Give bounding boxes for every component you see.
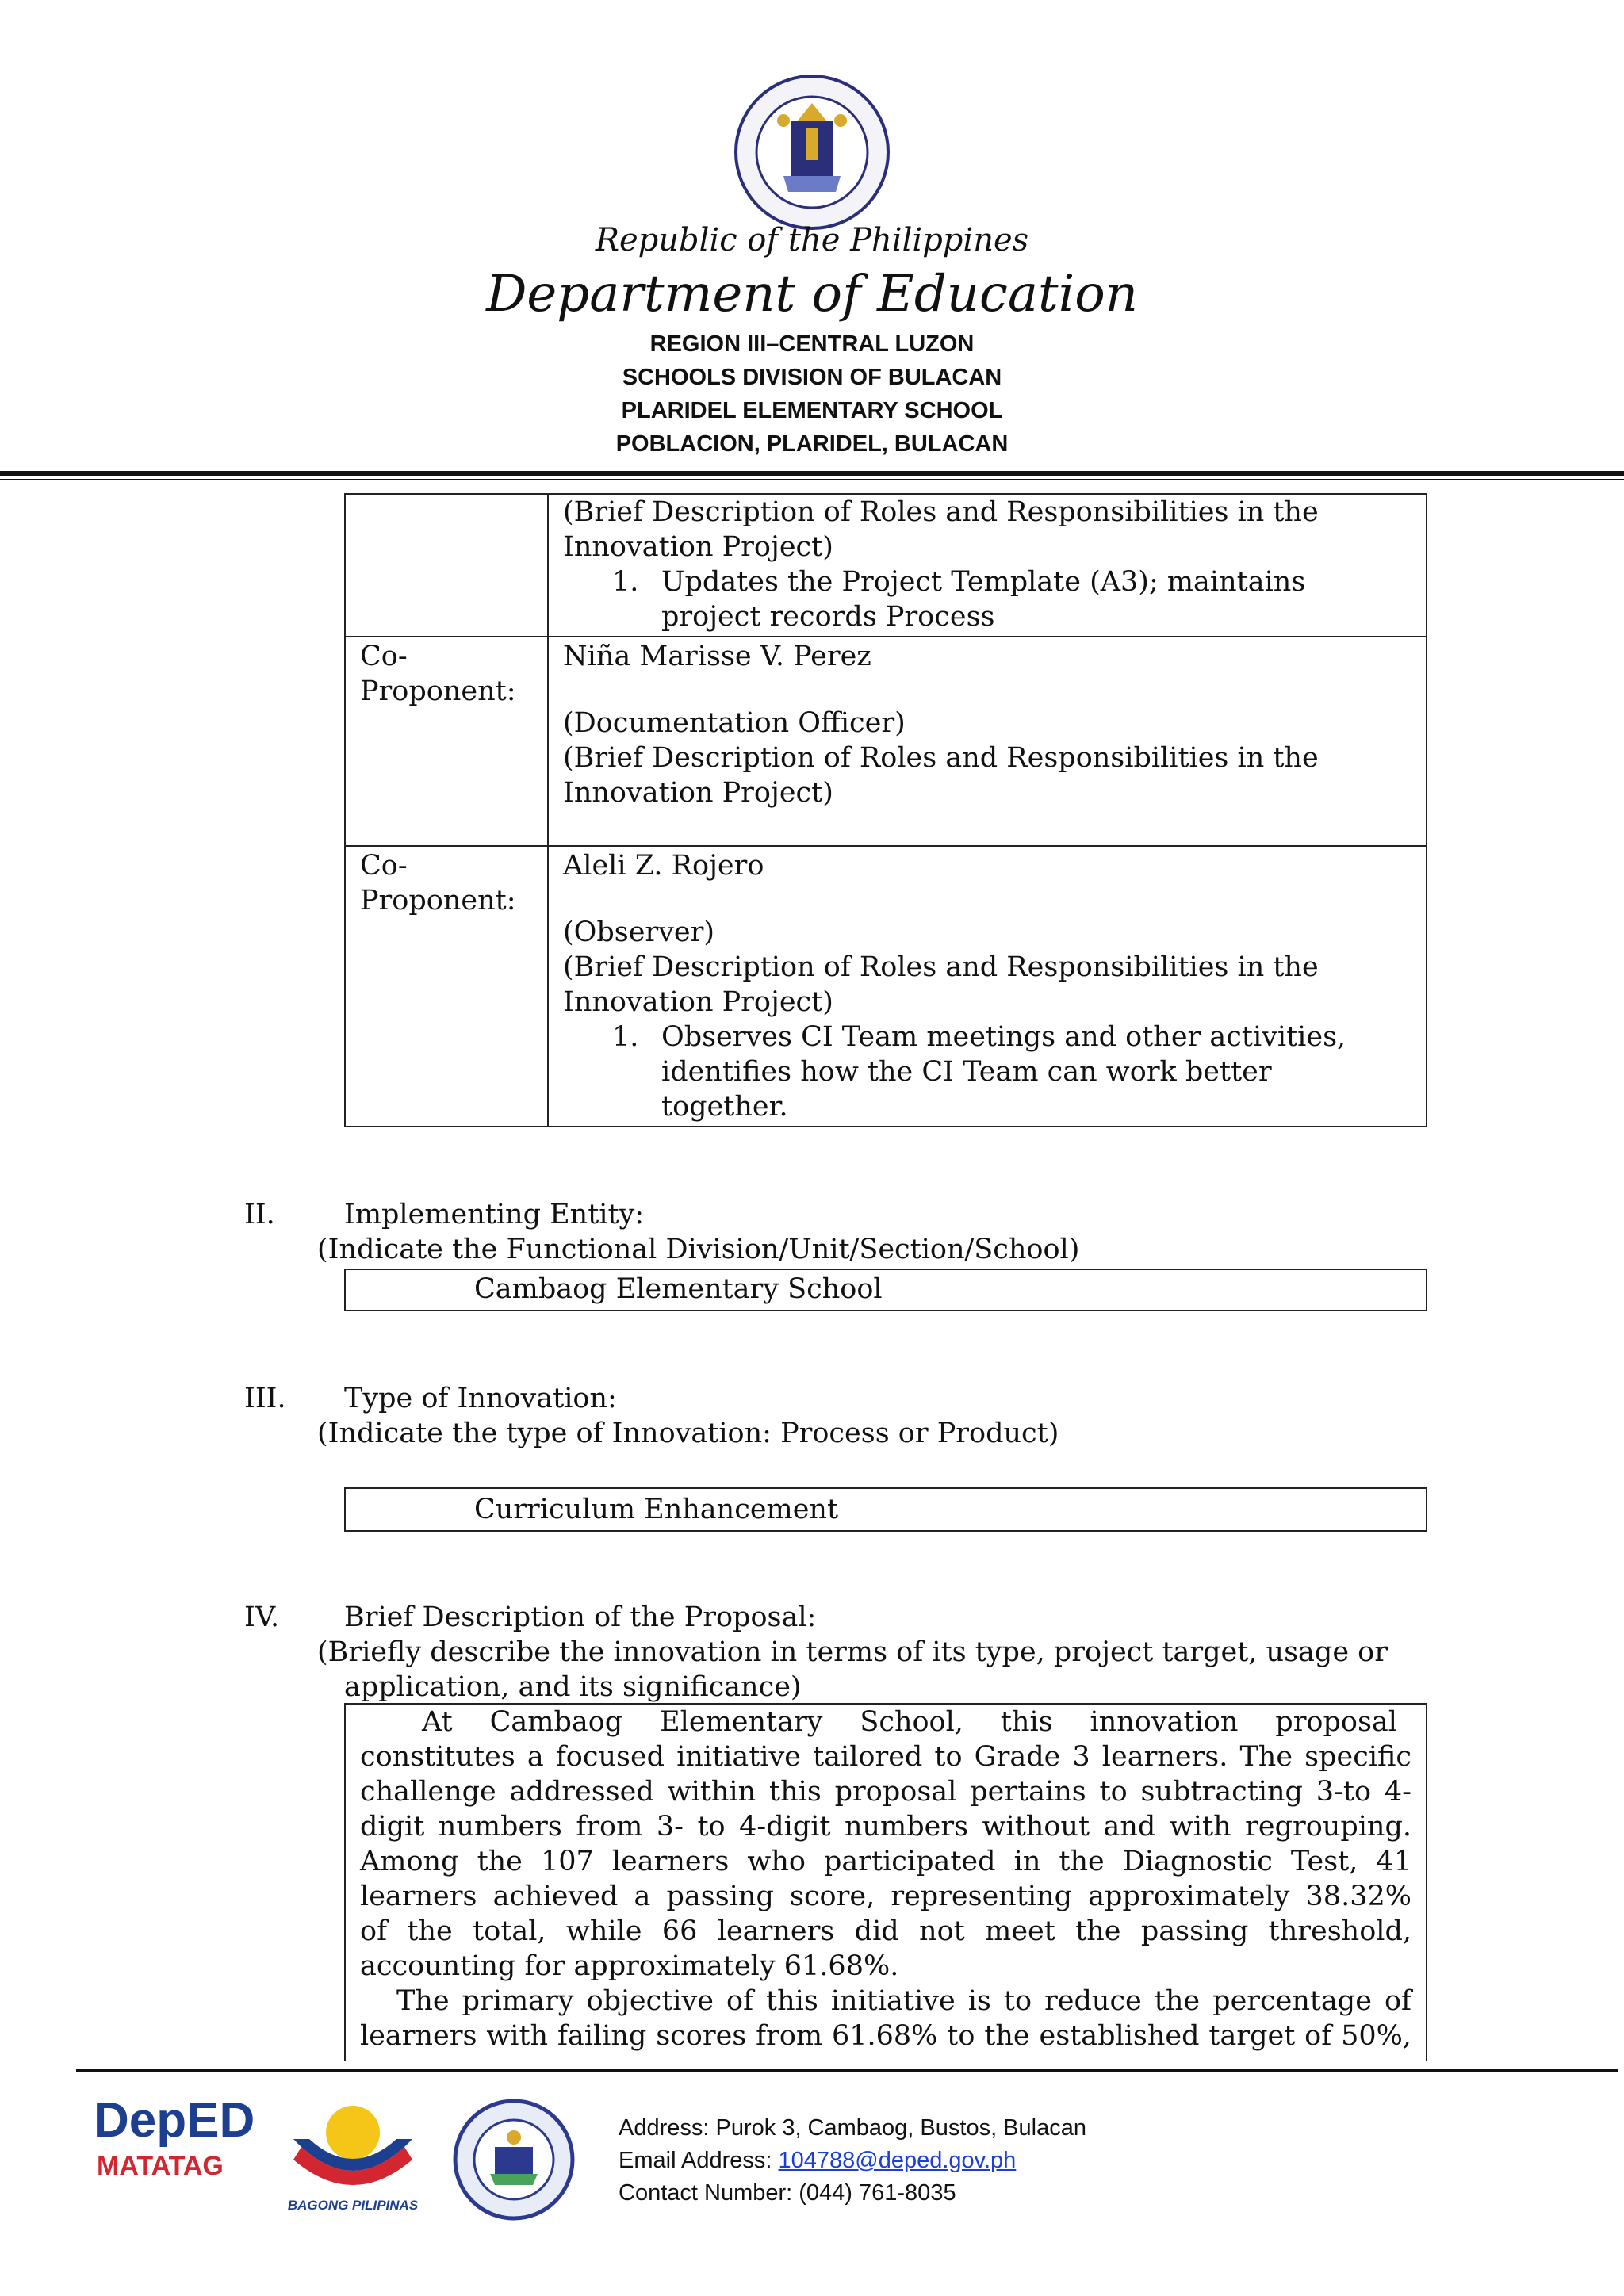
deped-logo-text: DepED (94, 2093, 255, 2148)
section2-title: Implementing Entity: (344, 1199, 645, 1230)
section4-hint-line1: (Briefly describe the innovation in terms of its type, project target, usage or (317, 1636, 1388, 1668)
row1-desc-line1: (Brief Description of Roles and Responsibilities in the (563, 496, 1319, 528)
row1-desc-line2: Innovation Project) (563, 531, 833, 563)
header-divider-thin (0, 479, 1624, 480)
proposal-line: challenge addressed within this proposal pertains to subtracting 3-to 4- (360, 1776, 1411, 1808)
row1-item-number: 1. (612, 566, 639, 598)
footer-email-label: Email Address: (619, 2148, 779, 2173)
row3-label-line1: Co- (360, 850, 408, 882)
section4-title: Brief Description of the Proposal: (344, 1601, 817, 1633)
footer-email-link[interactable]: 104788@deped.gov.ph (778, 2148, 1017, 2173)
section3-number: III. (244, 1383, 286, 1414)
row3-desc-line2: Innovation Project) (563, 986, 833, 1018)
table-row-divider (346, 845, 1426, 847)
section2-hint: (Indicate the Functional Division/Unit/Section/School) (317, 1234, 1080, 1265)
school-line: PLARIDEL ELEMENTARY SCHOOL (621, 398, 1003, 423)
department-heading: Department of Education (486, 265, 1138, 323)
row1-item-line2: project records Process (661, 601, 995, 633)
footer-address: Address: Purok 3, Cambaog, Bustos, Bulacan (619, 2115, 1086, 2141)
proposal-line: of the total, while 66 learners did not meet the passing threshold, (360, 1915, 1411, 1947)
row3-item-line3: together. (661, 1091, 788, 1123)
row2-label-line1: Co- (360, 641, 408, 672)
row3-name: Aleli Z. Rojero (563, 850, 764, 882)
section2-number: II. (244, 1199, 275, 1230)
row3-desc-line1: (Brief Description of Roles and Responsibilities in the (563, 951, 1319, 983)
row3-role: (Observer) (563, 916, 715, 948)
proposal-description-box (344, 1703, 1427, 2061)
proposal-line: At Cambaog Elementary School, this innovation proposal (422, 1706, 1397, 1738)
section4-hint-line2: application, and its significance) (344, 1671, 802, 1703)
table-column-divider (547, 495, 549, 1126)
proposal-line: constitutes a focused initiative tailored to Grade 3 learners. The specific (360, 1741, 1411, 1773)
table-row-divider (346, 636, 1426, 637)
footer-divider (76, 2069, 1618, 2072)
row3-item-number: 1. (612, 1021, 639, 1053)
innovation-type-value: Curriculum Enhancement (474, 1494, 839, 1525)
republic-heading: Republic of the Philippines (595, 222, 1029, 258)
division-line: SCHOOLS DIVISION OF BULACAN (622, 365, 1002, 390)
implementing-entity-value: Cambaog Elementary School (474, 1273, 883, 1305)
section4-number: IV. (244, 1601, 280, 1633)
proposal-line: The primary objective of this initiative is to reduce the percentage of (396, 1985, 1411, 2017)
bagong-pilipinas-logo (278, 2084, 428, 2234)
school-seal-icon (450, 2096, 577, 2223)
footer-contact: Contact Number: (044) 761-8035 (619, 2180, 956, 2206)
section3-title: Type of Innovation: (344, 1383, 617, 1414)
row3-item-line2: identifies how the CI Team can work better (661, 1056, 1272, 1088)
row3-label-line2: Proponent: (360, 885, 516, 916)
implementing-entity-box (344, 1269, 1427, 1311)
roles-table (344, 493, 1427, 1127)
row2-desc-line2: Innovation Project) (563, 777, 833, 809)
address-line: POBLACION, PLARIDEL, BULACAN (615, 431, 1009, 457)
deped-seal-logo (733, 73, 891, 232)
bagong-pilipinas-emblem-icon (278, 2084, 428, 2195)
bagong-pilipinas-text: BAGONG PILIPINAS (287, 2198, 419, 2213)
proposal-line: digit numbers from 3- to 4-digit numbers without and with regrouping. (360, 1811, 1411, 1843)
proposal-line: Among the 107 learners who participated in the Diagnostic Test, 41 (360, 1846, 1411, 1877)
row1-item-line1: Updates the Project Template (A3); maintains (661, 566, 1306, 598)
header-divider (0, 471, 1624, 476)
region-line: REGION III–CENTRAL LUZON (649, 331, 975, 357)
footer-email-row (619, 2148, 1016, 2174)
section3-hint: (Indicate the type of Innovation: Process or Product) (317, 1418, 1059, 1449)
proposal-line: learners with failing scores from 61.68% to the established target of 50%, (360, 2020, 1411, 2052)
innovation-type-box (344, 1487, 1427, 1532)
proposal-line: learners achieved a passing score, representing approximately 38.32% (360, 1881, 1411, 1912)
row3-item-line1: Observes CI Team meetings and other activities, (661, 1021, 1346, 1053)
row2-name: Niña Marisse V. Perez (563, 641, 871, 672)
row2-role: (Documentation Officer) (563, 707, 906, 739)
row2-desc-line1: (Brief Description of Roles and Responsibilities in the (563, 742, 1319, 774)
deped-matatag-logo (94, 2093, 255, 2204)
row2-label-line2: Proponent: (360, 675, 516, 707)
proposal-line: accounting for approximately 61.68%. (360, 1950, 899, 1982)
matatag-logo-text: MATATAG (97, 2151, 224, 2181)
